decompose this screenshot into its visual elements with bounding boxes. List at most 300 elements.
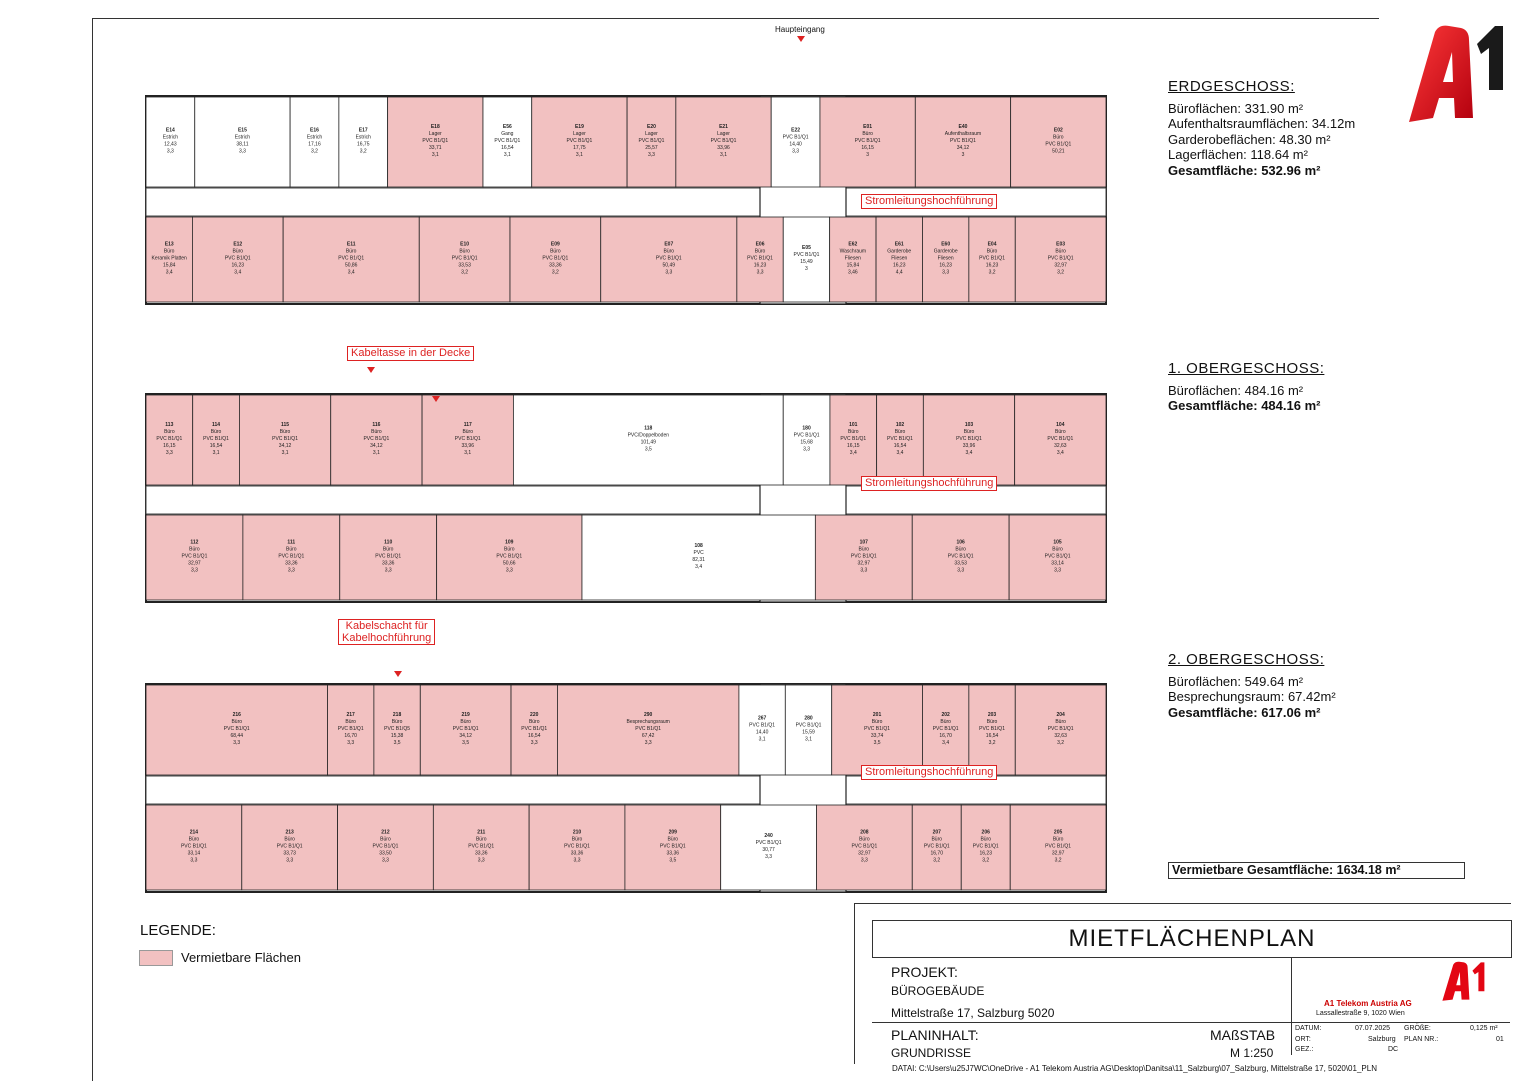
room-detail: 3,5 [393, 740, 401, 746]
room-detail: PVC B1/Q1 [979, 726, 1005, 732]
room-detail: 3,3 [1054, 567, 1062, 574]
callout-cable-shaft-line2: Kabelhochführung [342, 632, 432, 644]
room-E04 [969, 217, 1015, 302]
room-detail: Büro [848, 429, 859, 435]
room-E12 [192, 217, 283, 302]
plannr-label: PLAN NR.: [1404, 1036, 1439, 1043]
room-detail: PVC B1/Q1 [338, 255, 365, 262]
ort-label: ORT: [1295, 1036, 1311, 1043]
room-number: 280 [804, 715, 813, 722]
room-detail: 3,3 [756, 269, 764, 276]
room-detail: Büro [391, 719, 403, 725]
room-number: 205 [1053, 829, 1063, 836]
room-detail: PVC B1/Q1 [850, 553, 877, 560]
room-detail: PVC B1/Q1 [223, 726, 250, 732]
room-detail: PVC B1/Q1 [363, 436, 390, 442]
room-detail: 3,4 [896, 450, 904, 456]
room-detail: 16,54 [893, 443, 907, 449]
room-detail: PVC B1/Q1 [566, 138, 593, 144]
room-detail: 3,3 [573, 857, 581, 864]
room-number: E06 [755, 241, 765, 248]
room-211 [433, 805, 529, 890]
project-label: PROJEKT: [891, 964, 958, 980]
room-detail: 3,5 [462, 740, 470, 746]
room-detail: PVC B1/Q1 [372, 843, 399, 850]
room-detail: 32,97 [1054, 262, 1067, 269]
room-205 [1010, 805, 1106, 890]
room-214 [146, 805, 242, 890]
room-detail: 50,66 [503, 560, 516, 567]
room-number: E61 [894, 241, 904, 248]
room-detail: Büro [504, 546, 515, 553]
room-detail: Estrich [306, 134, 323, 141]
room-number: 206 [981, 829, 990, 836]
company-name: A1 Telekom Austria AG [1324, 999, 1412, 1008]
room-detail: PVC B1/Q1 [972, 843, 999, 850]
room-detail: 32,97 [858, 850, 871, 857]
room-detail: 3,4 [849, 450, 857, 456]
callout-power-og2: Stromleitungshochführung [861, 765, 997, 780]
room-number: 290 [643, 712, 653, 718]
room-detail: Büro [284, 836, 295, 843]
room-detail: Büro [382, 546, 394, 553]
room-E07 [601, 217, 737, 302]
room-114 [193, 395, 240, 485]
room-detail: Büro [963, 429, 975, 435]
room-detail: 3,4 [165, 269, 173, 276]
room-detail: PVC B1/Q1 [655, 255, 682, 262]
room-detail: PVC B1/Q1 [1047, 436, 1074, 442]
room-detail: Aufenthaltsraum [944, 131, 982, 137]
room-number: 218 [392, 712, 402, 718]
room-109 [437, 515, 582, 600]
room-number: E09 [550, 241, 560, 248]
room-detail: 15,84 [162, 262, 176, 269]
room-number: 210 [572, 829, 582, 836]
room-detail: 3,4 [942, 740, 950, 746]
room-detail: 3,3 [665, 269, 673, 276]
room-number: 105 [1053, 539, 1062, 546]
room-detail: PVC B1/Q1 [840, 436, 867, 442]
room-number: 106 [956, 539, 965, 546]
room-detail: 33,36 [381, 560, 395, 567]
room-detail: PVC B1/Q1 [947, 553, 974, 560]
room-detail: Büro [188, 836, 200, 843]
room-detail: 16,70 [930, 850, 944, 857]
room-detail: Büro [1052, 546, 1063, 553]
room-number: 112 [190, 539, 199, 546]
room-E21 [676, 97, 771, 187]
room-number: E62 [848, 241, 858, 248]
room-detail: 3,5 [644, 446, 652, 453]
room-detail: 3,3 [233, 740, 241, 746]
entrance-label: Haupteingang [775, 25, 825, 34]
summary-total: Gesamtfläche: 484.16 m² [1168, 398, 1321, 413]
summary-line: Aufenthaltsraumflächen: 34.12m [1168, 116, 1356, 131]
corridor [146, 776, 1106, 804]
room-207 [912, 805, 961, 890]
room-number: 111 [287, 539, 296, 546]
room-detail: Büro [980, 836, 992, 843]
summary-line: Garderobeflächen: 48.30 m² [1168, 131, 1331, 147]
room-212 [338, 805, 434, 890]
summary-line: Büroflächen: 549.64 m² [1168, 673, 1304, 689]
callout-cable-shaft-line1: Kabelschacht für [345, 620, 428, 632]
room-detail: PVC B1/Q1 [564, 843, 590, 850]
room-103 [923, 395, 1014, 485]
room-detail: 16,15 [861, 145, 874, 151]
room-detail: 16,23 [979, 850, 992, 857]
room-detail: 16,23 [231, 262, 245, 269]
room-detail: Lager [717, 131, 730, 137]
room-detail: 3,2 [933, 857, 941, 864]
room-number: E04 [987, 241, 997, 248]
room-240 [721, 805, 817, 890]
room-110 [340, 515, 437, 600]
room-detail: 33,96 [717, 145, 730, 151]
room-detail: PVC B1/Q1 [1045, 843, 1072, 850]
scale-value: M 1:250 [1230, 1046, 1274, 1060]
callout-cable-tray-og1: Kabeltasse in der Decke [347, 346, 474, 361]
room-E14 [146, 97, 195, 187]
room-number: 180 [802, 425, 811, 432]
room-detail: Büro [1055, 429, 1066, 435]
room-detail: Keramik Platten [151, 255, 187, 262]
room-detail: 3 [805, 266, 808, 272]
room-detail: 3,3 [647, 152, 655, 158]
room-detail: 3,1 [805, 736, 812, 743]
room-E11 [283, 217, 419, 302]
room-detail: PVC B1/Q1 [422, 138, 449, 144]
callout-arrow-116 [367, 367, 375, 373]
room-detail: 3,3 [957, 567, 965, 574]
ort-value: Salzburg [1368, 1036, 1396, 1043]
room-280 [785, 685, 831, 775]
room-107 [815, 515, 912, 600]
room-number: 220 [530, 712, 539, 718]
room-detail: 3,2 [359, 148, 367, 155]
room-206 [961, 805, 1010, 890]
room-detail: 3,1 [464, 450, 472, 456]
room-201 [832, 685, 923, 775]
room-detail: PVC B1/Q1 [932, 726, 959, 732]
room-detail: Büro [931, 836, 943, 843]
room-detail: PVC/Doppelboden [627, 432, 670, 439]
room-detail: 3,3 [860, 567, 868, 574]
summary-line: Lagerflächen: 118.64 m² [1168, 147, 1308, 162]
room-detail: Gang [501, 131, 514, 137]
room-E16 [290, 97, 339, 187]
room-detail: 14,40 [789, 141, 802, 148]
room-detail: 3,1 [431, 152, 439, 158]
room-number: 103 [964, 422, 974, 428]
room-number: E16 [310, 127, 319, 134]
a1-logo [1405, 22, 1505, 131]
room-detail: Büro [232, 248, 244, 255]
callout-arrow-218 [394, 671, 402, 677]
room-E01 [820, 97, 915, 187]
groesse-value: 0,125 m² [1470, 1025, 1498, 1032]
room-detail: Estrich [162, 134, 179, 141]
room-detail: 34,12 [370, 443, 383, 449]
room-detail: PVC B1/Q1 [854, 138, 881, 144]
room-202 [922, 685, 968, 775]
room-detail: PVC B1/Q1 [1047, 726, 1074, 732]
room-detail: Büro [164, 429, 175, 435]
room-E06 [737, 217, 783, 302]
room-detail: 3,3 [166, 148, 174, 155]
room-detail: 32,63 [1054, 733, 1067, 739]
room-number: 114 [212, 422, 221, 428]
room-detail: 3,4 [347, 269, 355, 276]
room-number: 115 [281, 422, 290, 428]
room-detail: Büro [940, 719, 951, 725]
room-detail: 16,70 [344, 733, 357, 739]
room-detail: Büro [345, 719, 356, 725]
project-name: BÜROGEBÄUDE [891, 984, 985, 998]
room-detail: 3,4 [695, 564, 703, 570]
room-number: 109 [505, 539, 514, 546]
room-number: E07 [664, 241, 674, 248]
room-detail: 17,16 [308, 141, 321, 148]
room-detail: 16,23 [753, 262, 767, 269]
room-number: 212 [381, 829, 390, 836]
datum-value: 07.07.2025 [1355, 1025, 1391, 1032]
callout-cable-shaft-og2 [338, 619, 435, 645]
room-detail: Lager [428, 131, 442, 137]
room-detail: 33,53 [954, 560, 967, 567]
room-detail: 3 [866, 152, 870, 158]
room-detail: Fliesen [891, 255, 908, 262]
room-detail: PVC B1/Q1 [749, 722, 776, 729]
room-113 [146, 395, 193, 485]
room-detail: 33,36 [549, 262, 562, 269]
room-detail: Büro [754, 248, 766, 255]
room-detail: Büro [460, 719, 471, 725]
room-detail: 50,49 [662, 262, 676, 269]
room-detail: PVC B1/Q1 [375, 553, 402, 560]
room-detail: 50,21 [1052, 148, 1065, 155]
room-detail: PVC B1/Q1 [337, 726, 364, 732]
room-detail: Büro [1053, 134, 1064, 141]
room-203 [969, 685, 1015, 775]
room-number: E22 [791, 127, 801, 134]
room-detail: 33,14 [187, 850, 201, 857]
room-detail: 14,40 [755, 729, 769, 736]
room-number: 217 [346, 712, 355, 718]
floorplan-erdgeschoss [120, 52, 1110, 312]
room-detail: PVC B1/Q1 [795, 722, 822, 729]
room-number: 213 [285, 829, 294, 836]
room-detail: 3,46 [847, 269, 858, 276]
room-detail: 25,57 [645, 145, 658, 151]
room-detail: Büro [380, 836, 391, 843]
room-detail: Büro [475, 836, 487, 843]
room-detail: 16,70 [939, 733, 952, 739]
room-180 [783, 395, 830, 485]
room-detail: Büro [189, 546, 200, 553]
a1-logo-small [1440, 960, 1500, 1007]
summary-obergeschoss-1 [1168, 361, 1324, 414]
room-detail: PVC B1/Q1 [203, 436, 229, 442]
room-detail: PVC B1/Q1 [887, 436, 913, 442]
room-detail: 16,15 [847, 443, 860, 449]
room-detail: Büro [894, 429, 906, 435]
room-detail: Büro [462, 429, 474, 435]
room-detail: 3,3 [190, 567, 198, 574]
room-detail: Büro [550, 248, 561, 255]
room-detail: Büro [859, 836, 870, 843]
room-detail: PVC B1/Q1 [1045, 141, 1072, 148]
room-detail: 68,44 [230, 733, 243, 739]
room-detail: 32,97 [188, 560, 201, 567]
room-detail: 32,63 [1054, 443, 1067, 449]
legend-swatch-rentable [139, 950, 173, 966]
gez-label: GEZ.: [1295, 1046, 1314, 1053]
room-detail: 32,97 [1051, 850, 1065, 857]
room-detail: Büro [986, 248, 998, 255]
summary-obergeschoss-2 [1168, 652, 1336, 720]
room-number: 214 [189, 829, 199, 836]
room-detail: 30,77 [762, 847, 775, 853]
room-detail: 3,1 [212, 450, 220, 456]
room-number: 117 [463, 422, 472, 428]
room-detail: 33,74 [870, 733, 884, 739]
room-detail: PVC B1/Q1 [454, 436, 481, 442]
room-number: 102 [895, 422, 905, 428]
room-detail: PVC B1/Q1 [180, 843, 207, 850]
room-detail: PVC B1/Q1 [521, 726, 548, 732]
room-E60 [922, 217, 968, 302]
room-detail: 3,2 [988, 269, 996, 276]
room-number: 110 [384, 539, 393, 546]
room-detail: 3,2 [988, 740, 996, 746]
room-detail: 3,2 [1054, 857, 1062, 864]
room-detail: 3,1 [281, 450, 289, 456]
room-detail: 15,38 [390, 733, 404, 739]
room-number: E12 [233, 241, 243, 248]
room-detail: PVC B1/Q1 [496, 553, 523, 560]
room-number: E05 [801, 245, 811, 251]
room-number: 209 [668, 829, 677, 836]
room-detail: 32,97 [857, 560, 871, 567]
room-detail: 33,73 [283, 850, 296, 857]
room-detail: 3,3 [644, 740, 652, 746]
room-detail: Büro [663, 248, 675, 255]
entrance-arrow [797, 36, 805, 42]
room-detail: PVC B1/Q1 [452, 726, 479, 732]
room-detail: PVC B1/Q1 [276, 843, 303, 850]
room-detail: 33,53 [458, 262, 471, 269]
room-detail: 15,59 [802, 729, 815, 736]
room-number: E02 [1053, 127, 1063, 134]
room-204 [1015, 685, 1106, 775]
floorplan-svg [120, 52, 1110, 312]
room-E22 [771, 97, 820, 187]
room-detail: PVC B1/Q1 [793, 432, 820, 439]
room-number: 201 [872, 712, 882, 718]
room-detail: 15,49 [800, 259, 813, 265]
room-detail: Büro [571, 836, 583, 843]
room-detail: 16,15 [163, 443, 176, 449]
room-number: 203 [987, 712, 997, 718]
room-detail: PVC B1/Q1 [156, 436, 183, 442]
file-path: DATAI: C:\Users\u25J7WC\OneDrive - A1 Telekom Austria AG\Desktop\Danitsa\11_Salzburg\07_Salzburg, Mittelstraße 17, 5020\01_PLN [892, 1064, 1377, 1073]
room-290 [557, 685, 738, 775]
room-E17 [339, 97, 388, 187]
room-detail: 3,2 [982, 857, 990, 864]
room-E05 [783, 217, 829, 302]
room-detail: 3,2 [1057, 269, 1065, 276]
room-213 [242, 805, 338, 890]
room-detail: PVC B1/Q1 [956, 436, 982, 442]
room-detail: 16,75 [356, 141, 370, 148]
room-number: 116 [372, 422, 381, 428]
room-detail: 3,1 [758, 736, 766, 743]
room-detail: 16,23 [892, 262, 906, 269]
room-number: E18 [430, 124, 440, 130]
room-detail: Estrich [234, 134, 251, 141]
room-detail: 3,3 [803, 446, 811, 453]
room-E10 [419, 217, 510, 302]
room-detail: 3,3 [381, 857, 389, 864]
room-number: E11 [346, 241, 356, 248]
room-number: 107 [859, 539, 868, 546]
gez-value: DC [1388, 1046, 1399, 1053]
room-detail: Lager [573, 131, 586, 137]
room-number: 216 [232, 712, 241, 718]
room-number: 108 [694, 543, 703, 549]
groesse-label: GRÖßE: [1404, 1025, 1431, 1032]
room-detail: 33,36 [285, 560, 298, 567]
room-detail: Büro [871, 719, 883, 725]
summary-total: Gesamtfläche: 617.06 m² [1168, 704, 1321, 720]
room-detail: 34,12 [956, 145, 970, 151]
room-detail: Fliesen [844, 255, 861, 262]
room-detail: 67,42 [641, 733, 655, 739]
room-number: E40 [958, 124, 968, 130]
room-detail: PVC B1/Q1 [1047, 255, 1074, 262]
room-number: E19 [574, 124, 584, 130]
room-detail: 3,3 [190, 857, 198, 864]
room-detail: PVC B1/Q1 [635, 726, 662, 732]
room-detail: 16,54 [985, 733, 999, 739]
room-E56 [483, 97, 532, 187]
room-detail: PVC B1/Q1 [864, 726, 891, 732]
room-218 [374, 685, 420, 775]
room-detail: Büro [210, 429, 222, 435]
room-111 [243, 515, 340, 600]
room-267 [739, 685, 785, 775]
room-number: E10 [460, 241, 470, 248]
room-detail: PVC B1/Q1 [1044, 553, 1071, 560]
room-detail: Büro [955, 546, 966, 553]
room-detail: 33,50 [379, 850, 392, 857]
room-detail: PVC B1/Q1 [638, 138, 665, 144]
room-108 [582, 515, 815, 600]
room-detail: PVC B1/Q1 [782, 134, 809, 141]
room-number: 208 [860, 829, 869, 836]
room-detail: Estrich [355, 134, 371, 141]
room-detail: 3,3 [792, 148, 800, 155]
room-detail: 33,36 [474, 850, 488, 857]
room-detail: 33,96 [962, 443, 976, 449]
room-detail: Büro [667, 836, 679, 843]
summary-total: Gesamtfläche: 532.96 m² [1168, 162, 1321, 178]
room-number: E60 [941, 241, 951, 248]
company-address: Lassallestraße 9, 1020 Wien [1316, 1010, 1405, 1017]
room-detail: Büro [1055, 719, 1066, 725]
